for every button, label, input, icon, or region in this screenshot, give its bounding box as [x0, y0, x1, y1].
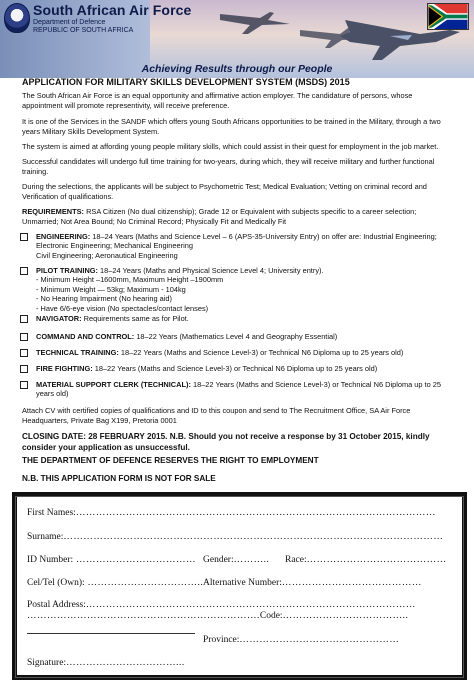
paragraph-training: Successful candidates will undergo full time training for two-years, during which, they will receive military and further functional training.	[22, 157, 435, 176]
paragraph-selections: During the selections, the applicants will be subject to Psychometric Test; Medical Evaluation; Vetting on criminal record and Verification of qualifications.	[22, 182, 427, 201]
document-title: APPLICATION FOR MILITARY SKILLS DEVELOPMENT SYSTEM (MSDS) 2015	[22, 77, 350, 87]
option-text: Requirements same as for Pilot.	[81, 314, 189, 323]
postal-address-line-2[interactable]: …………………………………………………………….Code:………………………………..	[27, 611, 409, 621]
address-line-3[interactable]	[27, 633, 195, 634]
first-names-label: First Names:	[27, 508, 76, 518]
pilot-training-checkbox[interactable]	[20, 267, 28, 275]
surname-field[interactable]: Surname:……………………………………………………………………………………………………	[27, 532, 444, 542]
command-control-checkbox[interactable]	[20, 333, 28, 341]
org-subtitle-republic: REPUBLIC OF SOUTH AFRICA	[33, 27, 134, 34]
alternative-number-label: Alternative Number:	[203, 578, 282, 588]
surname-label: Surname:	[27, 532, 64, 542]
engineering-checkbox[interactable]	[20, 233, 28, 241]
paragraph-services: It is one of the Services in the SANDF which offers young South Africans opportunities to be trained in the Military, through a two years Military Skills Development System.	[22, 117, 441, 136]
option-fire-fighting	[20, 364, 456, 373]
gender-field[interactable]: Gender:………..	[203, 555, 270, 565]
province-label: Province:	[203, 635, 240, 645]
signature-field[interactable]: Signature:……………………………...	[27, 658, 185, 668]
cel-tel-label: Cel/Tel (Own):	[27, 578, 85, 588]
postal-address-label: Postal Address:	[27, 600, 86, 610]
code-label: Code:	[259, 611, 283, 621]
option-label: PILOT TRAINING:	[36, 266, 98, 275]
technical-training-checkbox[interactable]	[20, 349, 28, 357]
signature-label: Signature:	[27, 658, 67, 668]
attach-instructions: Attach CV with certified copies of qualifications and ID to this coupon and send to The Recruitment Office, SA Air Force Headquarters, Private Bag X199, Pretoria 0001	[22, 406, 411, 425]
race-field[interactable]: Race:……………………………………	[285, 555, 447, 565]
paragraph-system-aim: The system is aimed at affording young people military skills, which could assist in their quest for employment in the job market.	[22, 142, 439, 151]
option-text: 18–22 Years (Mathematics Level 4 and Geography Essential)	[134, 332, 338, 341]
option-label: FIRE FIGHTING:	[36, 364, 93, 373]
alternative-number-field[interactable]: Alternative Number:……………………………………	[203, 578, 422, 588]
option-technical-training	[20, 348, 456, 357]
requirements-label: REQUIREMENTS:	[22, 207, 85, 216]
province-field[interactable]: Province:…………………………………………	[203, 635, 400, 645]
option-extra-line: - Minimum Weight — 53kg; Maximum - 104kg	[36, 284, 186, 294]
header-banner	[0, 0, 474, 78]
cel-tel-field[interactable]: Cel/Tel (Own): ……………………………..	[27, 578, 204, 588]
org-title: South African Air Force	[33, 2, 192, 18]
option-command-control	[20, 332, 456, 341]
material-support-clerk-checkbox[interactable]	[20, 381, 28, 389]
postal-address-field[interactable]: Postal Address:………………………………………………………………………………………	[27, 600, 416, 610]
first-names-field[interactable]: First Names:………………………………………………………………………………………………	[27, 508, 436, 518]
option-extra-line: - Have 6/6-eye vision (No spectacles/contact lenses)	[36, 303, 209, 313]
option-label: TECHNICAL TRAINING:	[36, 348, 119, 357]
option-extra-line: - No Hearing Impairment (No hearing aid)	[36, 294, 172, 304]
tagline: Achieving Results through our People	[141, 63, 333, 75]
south-africa-flag-icon	[427, 3, 469, 30]
closing-date-notice: CLOSING DATE: 28 FEBRUARY 2015. N.B. Should you not receive a response by 31 October 2015, kindly consider your application as unsuccessful.	[22, 432, 430, 452]
option-material-support-clerk	[20, 380, 456, 399]
id-number-label: ID Number:	[27, 555, 74, 565]
option-navigator	[20, 314, 456, 323]
id-number-field[interactable]: ID Number: ………………………………	[27, 555, 197, 565]
option-text: 18–22 Years (Maths and Science Level-3) or Technical N6 Diploma up to 25 years old)	[118, 348, 404, 357]
option-engineering	[20, 232, 456, 260]
gender-label: Gender:	[203, 555, 234, 565]
option-extra-line: Civil Engineering; Aeronautical Engineering	[36, 250, 178, 260]
option-text: 18–22 Years (Maths and Science Level-3) or Technical N6 Diploma up to 25 years old)	[36, 380, 441, 399]
navigator-checkbox[interactable]	[20, 315, 28, 323]
option-text: 18–22 Years (Maths and Science Level-3) or Technical N6 Diploma up to 25 years old)	[92, 364, 378, 373]
option-label: COMMAND AND CONTROL:	[36, 332, 135, 341]
requirements-paragraph	[22, 207, 454, 226]
org-subtitle-department: Department of Defence	[33, 19, 106, 26]
requirements-text: RSA Citizen (No dual citizenship); Grade 12 or Equivalent with subjects specific to a career selection; Unmarried; Not Area Bound; No Criminal Record; Physically Fit and Medically Fit	[22, 207, 417, 226]
option-text: 18–24 Years (Maths and Physical Science Level 4; University entry).	[98, 266, 324, 275]
option-label: NAVIGATOR:	[36, 314, 82, 323]
reserve-right-notice: THE DEPARTMENT OF DEFENCE RESERVES THE RIGHT TO EMPLOYMENT	[22, 456, 319, 465]
saaf-crest-logo	[4, 3, 30, 33]
option-extra-line: - Minimum Height –1600mm, Maximum Height –1900mm	[36, 275, 224, 285]
paragraph-equal-opportunity: The South African Air Force is an equal opportunity and affirmative action employer. The candidature of persons, whose appointment will promote representivity, will receive preference.	[22, 91, 413, 110]
race-label: Race:	[285, 555, 307, 565]
option-label: ENGINEERING:	[36, 232, 91, 241]
option-text: 18–24 Years (Maths and Science Level – 6 (APS-35-University Entry) on offer are: Industrial Engineering; Electronic Engineering; Mechanical Engineering	[36, 232, 437, 251]
not-for-sale-notice: N.B. THIS APPLICATION FORM IS NOT FOR SALE	[22, 474, 216, 483]
option-label: MATERIAL SUPPORT CLERK (TECHNICAL):	[36, 380, 191, 389]
fire-fighting-checkbox[interactable]	[20, 365, 28, 373]
option-pilot-training	[20, 266, 456, 313]
